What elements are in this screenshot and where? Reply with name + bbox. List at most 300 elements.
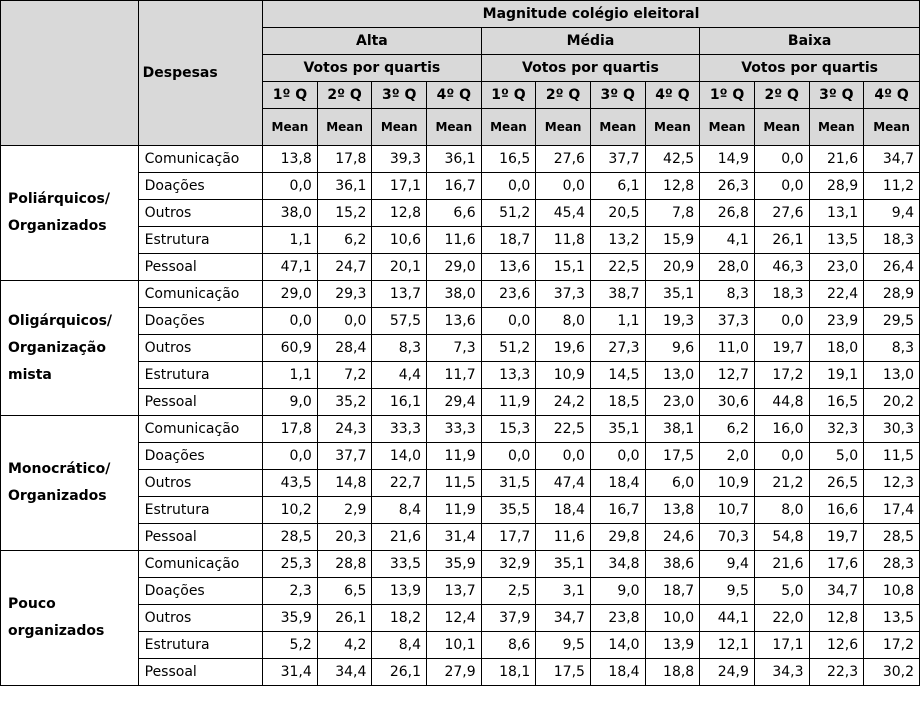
table-row [1, 443, 920, 470]
value-cell: 17,2 [864, 632, 920, 659]
value-cell: 11,5 [427, 470, 482, 497]
value-cell: 19,7 [754, 335, 809, 362]
value-cell: 11,2 [864, 173, 920, 200]
value-cell: 0,0 [481, 443, 536, 470]
value-cell: 17,5 [645, 443, 700, 470]
value-cell: 20,2 [864, 389, 920, 416]
row-label: Outros [138, 200, 262, 227]
value-cell: 13,8 [263, 146, 318, 173]
value-cell: 31,4 [427, 524, 482, 551]
value-cell: 5,0 [754, 578, 809, 605]
value-cell: 4,1 [700, 227, 755, 254]
value-cell: 38,6 [645, 551, 700, 578]
value-cell: 11,8 [536, 227, 591, 254]
value-cell: 23,6 [481, 281, 536, 308]
row-label: Outros [138, 605, 262, 632]
mean-header: Mean [536, 109, 591, 146]
value-cell: 33,3 [372, 416, 427, 443]
table-row [1, 362, 920, 389]
value-cell: 26,1 [372, 659, 427, 686]
value-cell: 11,9 [427, 443, 482, 470]
value-cell: 12,8 [372, 200, 427, 227]
value-cell: 18,4 [536, 497, 591, 524]
value-cell: 20,5 [590, 200, 645, 227]
value-cell: 18,7 [481, 227, 536, 254]
value-cell: 13,3 [481, 362, 536, 389]
value-cell: 11,9 [427, 497, 482, 524]
value-cell: 1,1 [263, 362, 318, 389]
row-label: Comunicação [138, 281, 262, 308]
quartile-header: 4º Q [645, 82, 700, 109]
value-cell: 2,5 [481, 578, 536, 605]
mean-header: Mean [754, 109, 809, 146]
value-cell: 54,8 [754, 524, 809, 551]
group-label: Oligárquicos/ Organização mista [1, 281, 139, 416]
value-cell: 18,5 [590, 389, 645, 416]
value-cell: 15,9 [645, 227, 700, 254]
value-cell: 5,0 [809, 443, 864, 470]
value-cell: 22,5 [590, 254, 645, 281]
value-cell: 28,4 [317, 335, 372, 362]
value-cell: 15,2 [317, 200, 372, 227]
table-row [1, 632, 920, 659]
table-header [1, 1, 920, 146]
value-cell: 34,8 [590, 551, 645, 578]
value-cell: 25,3 [263, 551, 318, 578]
value-cell: 12,7 [700, 362, 755, 389]
value-cell: 12,3 [864, 470, 920, 497]
value-cell: 0,0 [481, 308, 536, 335]
value-cell: 21,6 [372, 524, 427, 551]
value-cell: 3,1 [536, 578, 591, 605]
value-cell: 24,7 [317, 254, 372, 281]
value-cell: 13,9 [645, 632, 700, 659]
value-cell: 16,7 [590, 497, 645, 524]
table-row [1, 416, 920, 443]
value-cell: 17,6 [809, 551, 864, 578]
value-cell: 38,7 [590, 281, 645, 308]
value-cell: 10,7 [700, 497, 755, 524]
value-cell: 8,3 [700, 281, 755, 308]
value-cell: 38,0 [263, 200, 318, 227]
value-cell: 22,5 [536, 416, 591, 443]
value-cell: 35,5 [481, 497, 536, 524]
value-cell: 44,8 [754, 389, 809, 416]
value-cell: 19,1 [809, 362, 864, 389]
value-cell: 35,1 [590, 416, 645, 443]
value-cell: 37,3 [536, 281, 591, 308]
value-cell: 38,0 [427, 281, 482, 308]
value-cell: 13,2 [590, 227, 645, 254]
value-cell: 26,5 [809, 470, 864, 497]
table-body [1, 146, 920, 686]
value-cell: 35,1 [536, 551, 591, 578]
value-cell: 6,1 [590, 173, 645, 200]
row-label: Outros [138, 335, 262, 362]
value-cell: 13,6 [427, 308, 482, 335]
value-cell: 18,4 [590, 659, 645, 686]
value-cell: 27,6 [536, 146, 591, 173]
value-cell: 7,8 [645, 200, 700, 227]
quartile-header: 3º Q [372, 82, 427, 109]
mean-header: Mean [372, 109, 427, 146]
value-cell: 8,4 [372, 497, 427, 524]
value-cell: 6,2 [317, 227, 372, 254]
value-cell: 34,7 [809, 578, 864, 605]
row-label: Estrutura [138, 632, 262, 659]
value-cell: 30,6 [700, 389, 755, 416]
value-cell: 22,0 [754, 605, 809, 632]
value-cell: 7,3 [427, 335, 482, 362]
value-cell: 22,4 [809, 281, 864, 308]
value-cell: 17,1 [372, 173, 427, 200]
value-cell: 28,9 [809, 173, 864, 200]
row-label: Comunicação [138, 416, 262, 443]
value-cell: 13,0 [864, 362, 920, 389]
value-cell: 37,3 [700, 308, 755, 335]
value-cell: 27,3 [590, 335, 645, 362]
corner-cell [1, 1, 139, 146]
value-cell: 57,5 [372, 308, 427, 335]
table-row [1, 605, 920, 632]
quartile-header: 3º Q [590, 82, 645, 109]
value-cell: 31,5 [481, 470, 536, 497]
value-cell: 70,3 [700, 524, 755, 551]
level-header: Baixa [700, 28, 920, 55]
value-cell: 10,8 [864, 578, 920, 605]
value-cell: 13,1 [809, 200, 864, 227]
value-cell: 13,9 [372, 578, 427, 605]
value-cell: 0,0 [317, 308, 372, 335]
value-cell: 14,9 [700, 146, 755, 173]
row-label: Estrutura [138, 227, 262, 254]
quartile-header: 2º Q [754, 82, 809, 109]
value-cell: 0,0 [590, 443, 645, 470]
value-cell: 19,3 [645, 308, 700, 335]
value-cell: 13,5 [864, 605, 920, 632]
value-cell: 35,9 [427, 551, 482, 578]
value-cell: 10,9 [536, 362, 591, 389]
value-cell: 30,3 [864, 416, 920, 443]
value-cell: 11,5 [864, 443, 920, 470]
value-cell: 36,1 [427, 146, 482, 173]
quartile-header: 1º Q [700, 82, 755, 109]
value-cell: 1,1 [263, 227, 318, 254]
value-cell: 8,3 [372, 335, 427, 362]
value-cell: 27,9 [427, 659, 482, 686]
value-cell: 28,0 [700, 254, 755, 281]
value-cell: 20,3 [317, 524, 372, 551]
row-label: Doações [138, 578, 262, 605]
quartile-header: 2º Q [317, 82, 372, 109]
value-cell: 34,7 [864, 146, 920, 173]
table-row [1, 308, 920, 335]
value-cell: 30,2 [864, 659, 920, 686]
value-cell: 42,5 [645, 146, 700, 173]
value-cell: 14,5 [590, 362, 645, 389]
table-row [1, 578, 920, 605]
quartile-header: 4º Q [427, 82, 482, 109]
value-cell: 26,1 [754, 227, 809, 254]
value-cell: 8,0 [536, 308, 591, 335]
value-cell: 28,3 [864, 551, 920, 578]
votos-header: Votos por quartis [700, 55, 920, 82]
value-cell: 0,0 [481, 173, 536, 200]
value-cell: 18,7 [645, 578, 700, 605]
value-cell: 17,7 [481, 524, 536, 551]
value-cell: 13,7 [427, 578, 482, 605]
value-cell: 26,4 [864, 254, 920, 281]
value-cell: 15,1 [536, 254, 591, 281]
table-row [1, 524, 920, 551]
value-cell: 12,8 [809, 605, 864, 632]
group-label: Pouco organizados [1, 551, 139, 686]
value-cell: 11,0 [700, 335, 755, 362]
value-cell: 4,2 [317, 632, 372, 659]
value-cell: 23,0 [809, 254, 864, 281]
row-label: Doações [138, 308, 262, 335]
value-cell: 35,1 [645, 281, 700, 308]
value-cell: 47,1 [263, 254, 318, 281]
value-cell: 18,8 [645, 659, 700, 686]
value-cell: 0,0 [754, 308, 809, 335]
value-cell: 4,4 [372, 362, 427, 389]
table-row [1, 389, 920, 416]
value-cell: 13,8 [645, 497, 700, 524]
value-cell: 47,4 [536, 470, 591, 497]
value-cell: 44,1 [700, 605, 755, 632]
value-cell: 51,2 [481, 335, 536, 362]
value-cell: 19,7 [809, 524, 864, 551]
value-cell: 0,0 [536, 443, 591, 470]
table-row [1, 281, 920, 308]
value-cell: 32,9 [481, 551, 536, 578]
row-label: Doações [138, 443, 262, 470]
value-cell: 8,3 [864, 335, 920, 362]
value-cell: 12,1 [700, 632, 755, 659]
value-cell: 33,5 [372, 551, 427, 578]
value-cell: 10,1 [427, 632, 482, 659]
group-label: Poliárquicos/ Organizados [1, 146, 139, 281]
value-cell: 0,0 [754, 173, 809, 200]
value-cell: 22,7 [372, 470, 427, 497]
value-cell: 17,8 [263, 416, 318, 443]
value-cell: 6,0 [645, 470, 700, 497]
mean-header: Mean [317, 109, 372, 146]
value-cell: 2,3 [263, 578, 318, 605]
value-cell: 51,2 [481, 200, 536, 227]
value-cell: 9,6 [645, 335, 700, 362]
table-row [1, 146, 920, 173]
value-cell: 45,4 [536, 200, 591, 227]
table-row [1, 227, 920, 254]
votos-header: Votos por quartis [263, 55, 482, 82]
value-cell: 1,1 [590, 308, 645, 335]
value-cell: 24,3 [317, 416, 372, 443]
value-cell: 7,2 [317, 362, 372, 389]
value-cell: 24,2 [536, 389, 591, 416]
value-cell: 37,7 [590, 146, 645, 173]
value-cell: 13,6 [481, 254, 536, 281]
value-cell: 5,2 [263, 632, 318, 659]
value-cell: 21,6 [754, 551, 809, 578]
value-cell: 17,5 [536, 659, 591, 686]
value-cell: 6,6 [427, 200, 482, 227]
value-cell: 16,0 [754, 416, 809, 443]
value-cell: 8,6 [481, 632, 536, 659]
value-cell: 23,0 [645, 389, 700, 416]
value-cell: 22,3 [809, 659, 864, 686]
value-cell: 19,6 [536, 335, 591, 362]
magnitude-header: Magnitude colégio eleitoral [263, 1, 920, 28]
value-cell: 26,3 [700, 173, 755, 200]
table-row [1, 173, 920, 200]
value-cell: 0,0 [263, 443, 318, 470]
value-cell: 11,9 [481, 389, 536, 416]
value-cell: 36,1 [317, 173, 372, 200]
value-cell: 29,4 [427, 389, 482, 416]
quartile-header: 3º Q [809, 82, 864, 109]
value-cell: 31,4 [263, 659, 318, 686]
value-cell: 43,5 [263, 470, 318, 497]
level-header: Alta [263, 28, 482, 55]
value-cell: 18,3 [754, 281, 809, 308]
value-cell: 10,6 [372, 227, 427, 254]
value-cell: 29,5 [864, 308, 920, 335]
group-label: Monocrático/ Organizados [1, 416, 139, 551]
value-cell: 0,0 [536, 173, 591, 200]
mean-header: Mean [590, 109, 645, 146]
value-cell: 0,0 [754, 146, 809, 173]
value-cell: 18,3 [864, 227, 920, 254]
value-cell: 35,9 [263, 605, 318, 632]
row-label: Comunicação [138, 551, 262, 578]
row-label: Estrutura [138, 497, 262, 524]
value-cell: 24,6 [645, 524, 700, 551]
row-label: Doações [138, 173, 262, 200]
value-cell: 10,0 [645, 605, 700, 632]
value-cell: 16,6 [809, 497, 864, 524]
value-cell: 2,0 [700, 443, 755, 470]
value-cell: 33,3 [427, 416, 482, 443]
value-cell: 28,9 [864, 281, 920, 308]
value-cell: 29,3 [317, 281, 372, 308]
quartile-header: 4º Q [864, 82, 920, 109]
value-cell: 8,0 [754, 497, 809, 524]
value-cell: 46,3 [754, 254, 809, 281]
value-cell: 11,6 [427, 227, 482, 254]
row-label: Comunicação [138, 146, 262, 173]
value-cell: 16,7 [427, 173, 482, 200]
value-cell: 21,2 [754, 470, 809, 497]
value-cell: 16,5 [809, 389, 864, 416]
value-cell: 9,5 [536, 632, 591, 659]
row-label: Estrutura [138, 362, 262, 389]
value-cell: 29,8 [590, 524, 645, 551]
votos-header: Votos por quartis [481, 55, 700, 82]
value-cell: 39,3 [372, 146, 427, 173]
value-cell: 26,8 [700, 200, 755, 227]
value-cell: 13,5 [809, 227, 864, 254]
mean-header: Mean [263, 109, 318, 146]
value-cell: 9,0 [263, 389, 318, 416]
value-cell: 27,6 [754, 200, 809, 227]
value-cell: 18,2 [372, 605, 427, 632]
row-label: Pessoal [138, 389, 262, 416]
value-cell: 28,5 [864, 524, 920, 551]
value-cell: 9,5 [700, 578, 755, 605]
value-cell: 37,9 [481, 605, 536, 632]
table-row [1, 254, 920, 281]
value-cell: 18,0 [809, 335, 864, 362]
value-cell: 14,0 [590, 632, 645, 659]
value-cell: 28,8 [317, 551, 372, 578]
value-cell: 17,8 [317, 146, 372, 173]
mean-header: Mean [481, 109, 536, 146]
value-cell: 34,7 [536, 605, 591, 632]
value-cell: 16,1 [372, 389, 427, 416]
value-cell: 32,3 [809, 416, 864, 443]
despesas-header: Despesas [138, 1, 262, 146]
value-cell: 29,0 [427, 254, 482, 281]
value-cell: 20,9 [645, 254, 700, 281]
value-cell: 28,5 [263, 524, 318, 551]
value-cell: 14,8 [317, 470, 372, 497]
value-cell: 6,5 [317, 578, 372, 605]
value-cell: 26,1 [317, 605, 372, 632]
row-label: Pessoal [138, 524, 262, 551]
value-cell: 16,5 [481, 146, 536, 173]
quartile-header: 1º Q [263, 82, 318, 109]
value-cell: 6,2 [700, 416, 755, 443]
value-cell: 12,4 [427, 605, 482, 632]
value-cell: 13,7 [372, 281, 427, 308]
value-cell: 11,6 [536, 524, 591, 551]
value-cell: 37,7 [317, 443, 372, 470]
value-cell: 14,0 [372, 443, 427, 470]
quartile-header: 2º Q [536, 82, 591, 109]
value-cell: 9,4 [700, 551, 755, 578]
value-cell: 18,1 [481, 659, 536, 686]
value-cell: 23,8 [590, 605, 645, 632]
value-cell: 24,9 [700, 659, 755, 686]
quartile-header: 1º Q [481, 82, 536, 109]
level-header: Média [481, 28, 700, 55]
value-cell: 11,7 [427, 362, 482, 389]
table-row [1, 497, 920, 524]
value-cell: 15,3 [481, 416, 536, 443]
value-cell: 35,2 [317, 389, 372, 416]
value-cell: 8,4 [372, 632, 427, 659]
mean-header: Mean [645, 109, 700, 146]
value-cell: 21,6 [809, 146, 864, 173]
mean-header: Mean [809, 109, 864, 146]
value-cell: 12,6 [809, 632, 864, 659]
mean-header: Mean [864, 109, 920, 146]
value-cell: 17,2 [754, 362, 809, 389]
value-cell: 34,3 [754, 659, 809, 686]
value-cell: 0,0 [754, 443, 809, 470]
value-cell: 0,0 [263, 308, 318, 335]
value-cell: 23,9 [809, 308, 864, 335]
value-cell: 29,0 [263, 281, 318, 308]
table-row [1, 470, 920, 497]
value-cell: 20,1 [372, 254, 427, 281]
value-cell: 2,9 [317, 497, 372, 524]
value-cell: 9,4 [864, 200, 920, 227]
value-cell: 13,0 [645, 362, 700, 389]
table-row [1, 551, 920, 578]
